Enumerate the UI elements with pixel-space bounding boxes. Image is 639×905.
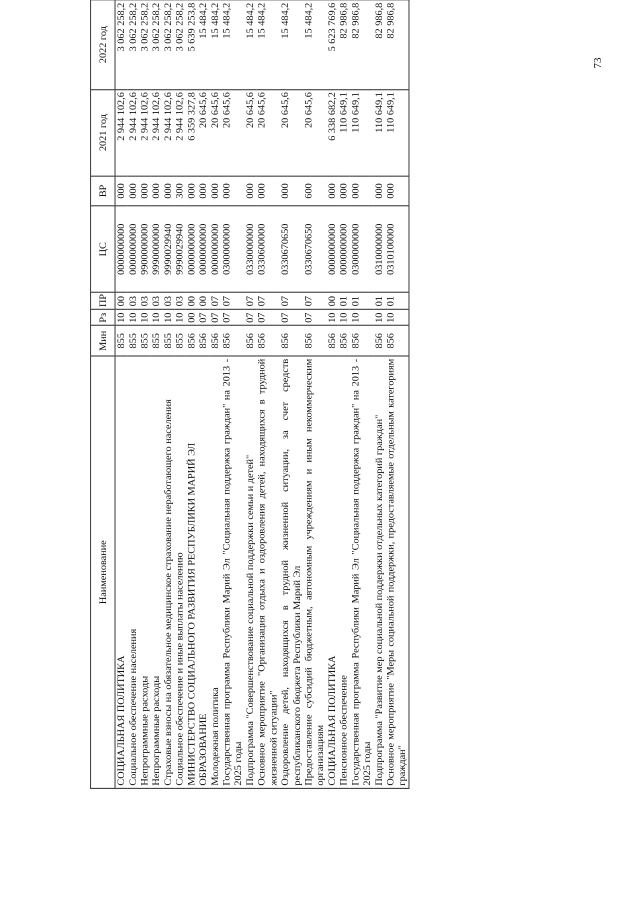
cell-vr: 000 bbox=[256, 176, 279, 206]
cell-rz: 00 bbox=[186, 310, 198, 326]
cell-2022: 82 986,8 bbox=[350, 0, 373, 89]
cell-min: 856 bbox=[209, 326, 221, 356]
table-header-row bbox=[91, 0, 115, 788]
cell-cs: 0000000000 bbox=[198, 206, 210, 292]
cell-2022: 15 484,2 bbox=[244, 0, 256, 89]
cell-2022: 5 623 769,6 bbox=[326, 0, 338, 89]
cell-pr: 07 bbox=[244, 293, 256, 310]
cell-rz: 10 bbox=[174, 310, 186, 326]
table-row bbox=[186, 0, 198, 788]
cell-vr: 600 bbox=[303, 176, 326, 206]
cell-rz: 10 bbox=[151, 310, 163, 326]
page-number-container bbox=[586, 28, 610, 98]
cell-min: 856 bbox=[350, 326, 373, 356]
cell-2021: 20 645,6 bbox=[303, 89, 326, 175]
header-min: Мин bbox=[91, 326, 115, 356]
table-row bbox=[385, 0, 409, 788]
cell-name: Подпрограмма "Развитие мер социальной поддержки отдельных категорий граждан" bbox=[373, 356, 385, 789]
cell-pr: 07 bbox=[221, 293, 244, 310]
cell-rz: 07 bbox=[244, 310, 256, 326]
cell-2021: 110 649,1 bbox=[350, 89, 373, 175]
cell-2021: 110 649,1 bbox=[373, 89, 385, 175]
cell-rz: 10 bbox=[326, 310, 338, 326]
cell-vr: 000 bbox=[209, 176, 221, 206]
cell-name: Оздоровление детей, находящихся в трудной жизненной ситуации, за счет средств республиканского бюджета Республики Марий Эл bbox=[280, 356, 303, 789]
cell-name: Страховые взносы на обязательное медицинское страхование неработающего населения bbox=[162, 356, 174, 789]
cell-rz: 07 bbox=[256, 310, 279, 326]
cell-2021: 6 338 682,2 bbox=[326, 89, 338, 175]
cell-vr: 000 bbox=[326, 176, 338, 206]
cell-pr: 03 bbox=[162, 293, 174, 310]
cell-2021: 110 649,1 bbox=[385, 89, 409, 175]
cell-cs: 0000000000 bbox=[115, 206, 127, 292]
cell-rz: 10 bbox=[139, 310, 151, 326]
table-row bbox=[280, 0, 303, 788]
cell-min: 856 bbox=[303, 326, 326, 356]
cell-pr: 03 bbox=[151, 293, 163, 310]
cell-rz: 10 bbox=[115, 310, 127, 326]
cell-vr: 300 bbox=[174, 176, 186, 206]
table-row bbox=[139, 0, 151, 788]
header-name: Наименование bbox=[91, 356, 115, 789]
cell-name: Социальное обеспечение населения bbox=[127, 356, 139, 789]
header-cs: ЦС bbox=[91, 206, 115, 292]
cell-min: 856 bbox=[221, 326, 244, 356]
cell-2021: 2 944 102,6 bbox=[127, 89, 139, 175]
cell-2022: 3 062 258,2 bbox=[162, 0, 174, 89]
cell-2022: 3 062 258,2 bbox=[115, 0, 127, 89]
cell-name: Подпрограмма "Совершенствование социальной поддержки семьи и детей" bbox=[244, 356, 256, 789]
budget-table-container bbox=[90, 2, 580, 894]
table-row bbox=[221, 0, 244, 788]
cell-2021: 6 359 327,8 bbox=[186, 89, 198, 175]
cell-2021: 2 944 102,6 bbox=[151, 89, 163, 175]
cell-name: СОЦИАЛЬНАЯ ПОЛИТИКА bbox=[115, 356, 127, 789]
cell-vr: 000 bbox=[350, 176, 373, 206]
cell-pr: 00 bbox=[186, 293, 198, 310]
cell-rz: 10 bbox=[338, 310, 350, 326]
cell-min: 856 bbox=[186, 326, 198, 356]
cell-vr: 000 bbox=[280, 176, 303, 206]
table-row bbox=[209, 0, 221, 788]
cell-2022: 15 484,2 bbox=[209, 0, 221, 89]
cell-pr: 07 bbox=[209, 293, 221, 310]
cell-cs: 0000000000 bbox=[209, 206, 221, 292]
cell-cs: 9990000000 bbox=[151, 206, 163, 292]
cell-cs: 0300000000 bbox=[350, 206, 373, 292]
cell-cs: 0330000000 bbox=[244, 206, 256, 292]
cell-vr: 000 bbox=[221, 176, 244, 206]
cell-2022: 15 484,2 bbox=[198, 0, 210, 89]
cell-pr: 03 bbox=[127, 293, 139, 310]
cell-cs: 0310100000 bbox=[385, 206, 409, 292]
header-2022: 2022 год bbox=[91, 0, 115, 89]
cell-2021: 20 645,6 bbox=[209, 89, 221, 175]
cell-2022: 3 062 258,2 bbox=[151, 0, 163, 89]
cell-name: Молодежная политика bbox=[209, 356, 221, 789]
cell-pr: 00 bbox=[198, 293, 210, 310]
cell-vr: 000 bbox=[338, 176, 350, 206]
table-row bbox=[256, 0, 279, 788]
cell-min: 855 bbox=[174, 326, 186, 356]
cell-2022: 5 639 253,8 bbox=[186, 0, 198, 89]
cell-2021: 110 649,1 bbox=[338, 89, 350, 175]
cell-min: 855 bbox=[127, 326, 139, 356]
cell-rz: 10 bbox=[162, 310, 174, 326]
cell-rz: 07 bbox=[198, 310, 210, 326]
cell-vr: 000 bbox=[186, 176, 198, 206]
header-vr: ВР bbox=[91, 176, 115, 206]
cell-2021: 20 645,6 bbox=[256, 89, 279, 175]
table-row bbox=[162, 0, 174, 788]
cell-name: Основное мероприятие "Организация отдыха и оздоровления детей, находящихся в трудной жизненной ситуации" bbox=[256, 356, 279, 789]
cell-vr: 000 bbox=[127, 176, 139, 206]
cell-vr: 000 bbox=[244, 176, 256, 206]
cell-2021: 2 944 102,6 bbox=[162, 89, 174, 175]
cell-name: Основное мероприятие "Меры социальной поддержки, предоставляемые отдельным категориям граждан" bbox=[385, 356, 409, 789]
cell-name: СОЦИАЛЬНАЯ ПОЛИТИКА bbox=[326, 356, 338, 789]
cell-min: 856 bbox=[244, 326, 256, 356]
budget-table bbox=[90, 0, 410, 789]
cell-min: 855 bbox=[151, 326, 163, 356]
cell-2021: 2 944 102,6 bbox=[139, 89, 151, 175]
cell-2021: 20 645,6 bbox=[198, 89, 210, 175]
cell-name: Социальное обеспечение и иные выплаты населению bbox=[174, 356, 186, 789]
cell-cs: 9990029940 bbox=[174, 206, 186, 292]
cell-min: 855 bbox=[115, 326, 127, 356]
table-row bbox=[350, 0, 373, 788]
cell-2022: 3 062 258,2 bbox=[127, 0, 139, 89]
cell-vr: 000 bbox=[151, 176, 163, 206]
cell-cs: 0000000000 bbox=[186, 206, 198, 292]
cell-cs: 0330670650 bbox=[303, 206, 326, 292]
cell-vr: 000 bbox=[198, 176, 210, 206]
cell-vr: 000 bbox=[115, 176, 127, 206]
cell-2021: 20 645,6 bbox=[244, 89, 256, 175]
cell-2022: 15 484,2 bbox=[280, 0, 303, 89]
cell-name: МИНИСТЕРСТВО СОЦИАЛЬНОГО РАЗВИТИЯ РЕСПУБЛИКИ МАРИЙ ЭЛ bbox=[186, 356, 198, 789]
cell-min: 856 bbox=[256, 326, 279, 356]
cell-pr: 07 bbox=[256, 293, 279, 310]
cell-pr: 01 bbox=[350, 293, 373, 310]
cell-vr: 000 bbox=[385, 176, 409, 206]
rotated-table-wrapper bbox=[90, 0, 580, 789]
cell-2022: 3 062 258,2 bbox=[174, 0, 186, 89]
cell-name: ОБРАЗОВАНИЕ bbox=[198, 356, 210, 789]
cell-min: 855 bbox=[139, 326, 151, 356]
cell-min: 856 bbox=[338, 326, 350, 356]
table-row bbox=[326, 0, 338, 788]
header-2021: 2021 год bbox=[91, 89, 115, 175]
cell-rz: 07 bbox=[303, 310, 326, 326]
cell-cs: 0310000000 bbox=[373, 206, 385, 292]
table-row bbox=[244, 0, 256, 788]
cell-cs: 0330600000 bbox=[256, 206, 279, 292]
cell-cs: 0330670650 bbox=[280, 206, 303, 292]
cell-min: 856 bbox=[280, 326, 303, 356]
table-row bbox=[373, 0, 385, 788]
cell-rz: 10 bbox=[373, 310, 385, 326]
cell-2022: 82 986,8 bbox=[338, 0, 350, 89]
cell-2021: 2 944 102,6 bbox=[174, 89, 186, 175]
header-rz: Рз bbox=[91, 310, 115, 326]
cell-2022: 15 484,2 bbox=[303, 0, 326, 89]
cell-cs: 0000000000 bbox=[127, 206, 139, 292]
cell-name: Непрограммные расходы bbox=[151, 356, 163, 789]
cell-pr: 01 bbox=[338, 293, 350, 310]
cell-2021: 20 645,6 bbox=[280, 89, 303, 175]
cell-pr: 07 bbox=[303, 293, 326, 310]
cell-name: Непрограммные расходы bbox=[139, 356, 151, 789]
cell-name: Предоставление субсидий бюджетным, автономным учреждениям и иным некоммерческим организациям bbox=[303, 356, 326, 789]
cell-2022: 82 986,8 bbox=[373, 0, 385, 89]
table-body bbox=[115, 0, 409, 788]
cell-2022: 3 062 258,2 bbox=[139, 0, 151, 89]
cell-cs: 9900000000 bbox=[139, 206, 151, 292]
cell-pr: 03 bbox=[174, 293, 186, 310]
cell-2022: 15 484,2 bbox=[221, 0, 244, 89]
cell-vr: 000 bbox=[162, 176, 174, 206]
table-row bbox=[338, 0, 350, 788]
cell-cs: 9990029940 bbox=[162, 206, 174, 292]
cell-rz: 10 bbox=[350, 310, 373, 326]
cell-name: Государственная программа Республики Марий Эл "Социальная поддержка граждан" на 2013 - 2025 годы bbox=[221, 356, 244, 789]
cell-2021: 2 944 102,6 bbox=[115, 89, 127, 175]
table-row bbox=[198, 0, 210, 788]
cell-vr: 000 bbox=[373, 176, 385, 206]
cell-vr: 000 bbox=[139, 176, 151, 206]
cell-2021: 20 645,6 bbox=[221, 89, 244, 175]
cell-rz: 07 bbox=[280, 310, 303, 326]
cell-min: 856 bbox=[326, 326, 338, 356]
cell-min: 855 bbox=[162, 326, 174, 356]
cell-rz: 07 bbox=[209, 310, 221, 326]
cell-cs: 0000000000 bbox=[338, 206, 350, 292]
cell-cs: 0000000000 bbox=[326, 206, 338, 292]
table-row bbox=[151, 0, 163, 788]
cell-2022: 15 484,2 bbox=[256, 0, 279, 89]
cell-pr: 03 bbox=[139, 293, 151, 310]
cell-name: Государственная программа Республики Марий Эл "Социальная поддержка граждан" на 2013 - 2025 годы bbox=[350, 356, 373, 789]
cell-pr: 00 bbox=[115, 293, 127, 310]
table-row bbox=[127, 0, 139, 788]
page-number: 73 bbox=[592, 57, 604, 69]
cell-min: 856 bbox=[373, 326, 385, 356]
cell-min: 856 bbox=[198, 326, 210, 356]
cell-rz: 10 bbox=[385, 310, 409, 326]
table-row bbox=[303, 0, 326, 788]
cell-pr: 01 bbox=[385, 293, 409, 310]
cell-name: Пенсионное обеспечение bbox=[338, 356, 350, 789]
cell-pr: 01 bbox=[373, 293, 385, 310]
cell-2022: 82 986,8 bbox=[385, 0, 409, 89]
table-row bbox=[115, 0, 127, 788]
header-pr: ПР bbox=[91, 293, 115, 310]
cell-rz: 07 bbox=[221, 310, 244, 326]
cell-pr: 00 bbox=[326, 293, 338, 310]
cell-pr: 07 bbox=[280, 293, 303, 310]
cell-rz: 10 bbox=[127, 310, 139, 326]
cell-cs: 0300000000 bbox=[221, 206, 244, 292]
cell-min: 856 bbox=[385, 326, 409, 356]
table-row bbox=[174, 0, 186, 788]
